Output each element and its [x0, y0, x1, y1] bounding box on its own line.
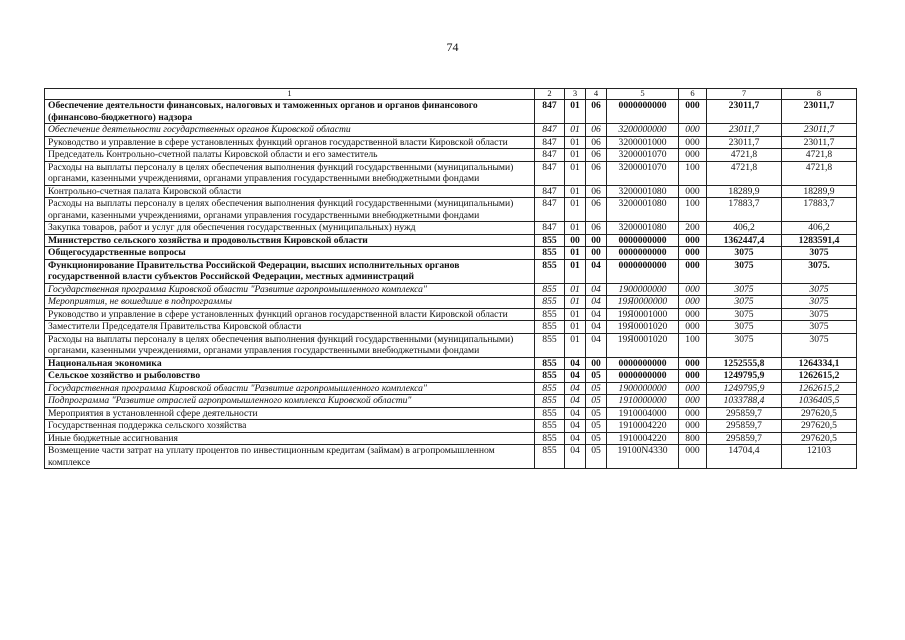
row-amount-1-cell: 1033788,4	[707, 395, 782, 408]
row-target-cell: 3200001000	[607, 136, 679, 149]
row-amount-1-cell: 295859,7	[707, 407, 782, 420]
row-target-cell: 3200001080	[607, 185, 679, 198]
row-section-cell: 01	[565, 308, 586, 321]
row-subsection-cell: 00	[586, 234, 607, 247]
row-subsection-cell: 05	[586, 420, 607, 433]
row-amount-2-cell: 297620,5	[782, 432, 857, 445]
row-section-cell: 01	[565, 222, 586, 235]
row-target-cell: 19Я0001000	[607, 308, 679, 321]
row-section-cell: 04	[565, 407, 586, 420]
row-code-cell: 855	[535, 308, 565, 321]
table-row	[45, 222, 857, 235]
row-name-cell: Государственная поддержка сельского хозяйства	[45, 420, 535, 433]
row-name-cell: Председатель Контрольно-счетной палаты Кировской области и его заместитель	[45, 149, 535, 162]
row-amount-2-cell: 18289,9	[782, 185, 857, 198]
row-amount-2-cell: 12103	[782, 445, 857, 469]
row-target-cell: 19100N4330	[607, 445, 679, 469]
row-expense-type-cell: 000	[679, 382, 707, 395]
row-amount-2-cell: 23011,7	[782, 136, 857, 149]
row-name-cell: Возмещение части затрат на уплату процентов по инвестиционным кредитам (займам) в агропромышленном комплексе	[45, 445, 535, 469]
row-subsection-cell: 05	[586, 370, 607, 383]
budget-table	[44, 88, 857, 469]
row-target-cell: 1910004220	[607, 432, 679, 445]
row-target-cell: 3200001070	[607, 161, 679, 185]
row-expense-type-cell: 000	[679, 100, 707, 124]
row-expense-type-cell: 000	[679, 136, 707, 149]
row-target-cell: 19Я0000000	[607, 296, 679, 309]
row-code-cell: 847	[535, 124, 565, 137]
row-subsection-cell: 06	[586, 149, 607, 162]
row-name-cell: Мероприятия в установленной сфере деятельности	[45, 407, 535, 420]
row-target-cell: 19Я0001020	[607, 321, 679, 334]
row-code-cell: 847	[535, 222, 565, 235]
row-code-cell: 847	[535, 198, 565, 222]
row-amount-2-cell: 3075	[782, 296, 857, 309]
row-amount-2-cell: 1262615,2	[782, 382, 857, 395]
table-header-row	[45, 89, 857, 100]
table-row	[45, 407, 857, 420]
row-subsection-cell: 04	[586, 308, 607, 321]
row-amount-1-cell: 3075	[707, 296, 782, 309]
row-target-cell: 0000000000	[607, 100, 679, 124]
table-row	[45, 308, 857, 321]
table-row	[45, 432, 857, 445]
row-subsection-cell: 00	[586, 247, 607, 260]
row-code-cell: 855	[535, 432, 565, 445]
row-name-cell: Расходы на выплаты персоналу в целях обеспечения выполнения функций государственными (муниципальными) органами, казенными учреждениями, органами управления государственными внебюджетными фондами	[45, 333, 535, 357]
row-expense-type-cell: 000	[679, 149, 707, 162]
row-target-cell: 1900000000	[607, 382, 679, 395]
row-amount-2-cell: 3075	[782, 308, 857, 321]
row-amount-1-cell: 4721,8	[707, 149, 782, 162]
row-subsection-cell: 06	[586, 124, 607, 137]
row-amount-1-cell: 3075	[707, 308, 782, 321]
row-section-cell: 01	[565, 296, 586, 309]
table-row	[45, 161, 857, 185]
row-code-cell: 847	[535, 161, 565, 185]
row-subsection-cell: 06	[586, 222, 607, 235]
row-name-cell: Подпрограмма "Развитие отраслей агропромышленного комплекса Кировской области"	[45, 395, 535, 408]
table-row	[45, 357, 857, 370]
row-subsection-cell: 05	[586, 445, 607, 469]
row-amount-1-cell: 406,2	[707, 222, 782, 235]
row-amount-1-cell: 3075	[707, 283, 782, 296]
table-row	[45, 185, 857, 198]
row-code-cell: 847	[535, 136, 565, 149]
row-section-cell: 01	[565, 124, 586, 137]
row-expense-type-cell: 100	[679, 198, 707, 222]
row-amount-2-cell: 406,2	[782, 222, 857, 235]
row-name-cell: Мероприятия, не вошедшие в подпрограммы	[45, 296, 535, 309]
table-row	[45, 149, 857, 162]
row-name-cell: Расходы на выплаты персоналу в целях обеспечения выполнения функций государственными (муниципальными) органами, казенными учреждениями, органами управления государственными внебюджетными фондами	[45, 161, 535, 185]
row-subsection-cell: 04	[586, 333, 607, 357]
row-amount-2-cell: 1283591,4	[782, 234, 857, 247]
row-expense-type-cell: 000	[679, 234, 707, 247]
row-target-cell: 19Я0001020	[607, 333, 679, 357]
row-name-cell: Расходы на выплаты персоналу в целях обеспечения выполнения функций государственными (муниципальными) органами, казенными учреждениями, органами управления государственными внебюджетными фондами	[45, 198, 535, 222]
row-subsection-cell: 06	[586, 198, 607, 222]
row-amount-2-cell: 3075.	[782, 259, 857, 283]
row-target-cell: 0000000000	[607, 259, 679, 283]
row-name-cell: Обеспечение деятельности государственных органов Кировской области	[45, 124, 535, 137]
row-target-cell: 1900000000	[607, 283, 679, 296]
row-amount-2-cell: 3075	[782, 247, 857, 260]
row-section-cell: 01	[565, 259, 586, 283]
table-row	[45, 124, 857, 137]
header-cell: 6	[679, 89, 707, 100]
row-amount-1-cell: 3075	[707, 259, 782, 283]
header-cell: 4	[586, 89, 607, 100]
row-amount-2-cell: 4721,8	[782, 149, 857, 162]
row-target-cell: 1910004220	[607, 420, 679, 433]
row-code-cell: 855	[535, 234, 565, 247]
row-subsection-cell: 04	[586, 296, 607, 309]
row-section-cell: 04	[565, 420, 586, 433]
row-section-cell: 01	[565, 321, 586, 334]
row-name-cell: Обеспечение деятельности финансовых, налоговых и таможенных органов и органов финансового (финансово-бюджетного) надзора	[45, 100, 535, 124]
table-row	[45, 382, 857, 395]
row-section-cell: 01	[565, 247, 586, 260]
row-expense-type-cell: 000	[679, 124, 707, 137]
row-name-cell: Закупка товаров, работ и услуг для обеспечения государственных (муниципальных) нужд	[45, 222, 535, 235]
row-code-cell: 855	[535, 296, 565, 309]
row-amount-1-cell: 17883,7	[707, 198, 782, 222]
row-expense-type-cell: 000	[679, 395, 707, 408]
row-name-cell: Национальная экономика	[45, 357, 535, 370]
table-row	[45, 445, 857, 469]
row-expense-type-cell: 000	[679, 321, 707, 334]
row-section-cell: 01	[565, 161, 586, 185]
row-code-cell: 855	[535, 357, 565, 370]
row-code-cell: 855	[535, 395, 565, 408]
row-code-cell: 855	[535, 407, 565, 420]
row-code-cell: 847	[535, 149, 565, 162]
table-body	[45, 89, 857, 469]
row-section-cell: 01	[565, 136, 586, 149]
row-expense-type-cell: 000	[679, 296, 707, 309]
table-row	[45, 420, 857, 433]
row-code-cell: 855	[535, 370, 565, 383]
row-section-cell: 01	[565, 185, 586, 198]
row-expense-type-cell: 000	[679, 407, 707, 420]
row-code-cell: 855	[535, 247, 565, 260]
row-expense-type-cell: 000	[679, 357, 707, 370]
table-row	[45, 333, 857, 357]
row-subsection-cell: 00	[586, 357, 607, 370]
row-amount-2-cell: 3075	[782, 283, 857, 296]
row-amount-2-cell: 297620,5	[782, 420, 857, 433]
row-target-cell: 0000000000	[607, 247, 679, 260]
row-section-cell: 00	[565, 234, 586, 247]
row-code-cell: 847	[535, 100, 565, 124]
header-cell: 1	[45, 89, 535, 100]
row-expense-type-cell: 000	[679, 185, 707, 198]
row-expense-type-cell: 000	[679, 247, 707, 260]
row-expense-type-cell: 200	[679, 222, 707, 235]
row-amount-1-cell: 4721,8	[707, 161, 782, 185]
row-target-cell: 1910004000	[607, 407, 679, 420]
header-cell: 5	[607, 89, 679, 100]
row-amount-1-cell: 1249795,9	[707, 370, 782, 383]
row-name-cell: Государственная программа Кировской области "Развитие агропромышленного комплекса"	[45, 382, 535, 395]
row-amount-1-cell: 1252555,8	[707, 357, 782, 370]
table-row	[45, 321, 857, 334]
row-code-cell: 847	[535, 185, 565, 198]
row-section-cell: 04	[565, 382, 586, 395]
row-subsection-cell: 06	[586, 100, 607, 124]
row-amount-2-cell: 17883,7	[782, 198, 857, 222]
page-number: 74	[446, 40, 459, 54]
row-name-cell: Функционирование Правительства Российской Федерации, высших исполнительных органов государственной власти субъектов Российской Федерации, местных администраций	[45, 259, 535, 283]
row-target-cell: 3200001070	[607, 149, 679, 162]
row-expense-type-cell: 000	[679, 283, 707, 296]
row-subsection-cell: 06	[586, 185, 607, 198]
row-section-cell: 04	[565, 432, 586, 445]
row-code-cell: 855	[535, 283, 565, 296]
row-amount-1-cell: 295859,7	[707, 420, 782, 433]
row-amount-1-cell: 23011,7	[707, 124, 782, 137]
table-row	[45, 296, 857, 309]
row-name-cell: Руководство и управление в сфере установленных функций органов государственной власти Кировской области	[45, 308, 535, 321]
row-subsection-cell: 04	[586, 283, 607, 296]
row-target-cell: 3200001080	[607, 198, 679, 222]
row-subsection-cell: 05	[586, 432, 607, 445]
row-expense-type-cell: 000	[679, 445, 707, 469]
row-amount-1-cell: 3075	[707, 321, 782, 334]
row-section-cell: 04	[565, 395, 586, 408]
row-code-cell: 855	[535, 382, 565, 395]
table-row	[45, 100, 857, 124]
row-subsection-cell: 06	[586, 161, 607, 185]
row-name-cell: Контрольно-счетная палата Кировской области	[45, 185, 535, 198]
row-section-cell: 04	[565, 445, 586, 469]
table-row	[45, 259, 857, 283]
row-section-cell: 01	[565, 283, 586, 296]
row-amount-1-cell: 23011,7	[707, 100, 782, 124]
row-amount-1-cell: 1249795,9	[707, 382, 782, 395]
row-amount-2-cell: 3075	[782, 333, 857, 357]
row-target-cell: 0000000000	[607, 234, 679, 247]
row-amount-2-cell: 1262615,2	[782, 370, 857, 383]
row-amount-1-cell: 23011,7	[707, 136, 782, 149]
row-amount-1-cell: 1362447,4	[707, 234, 782, 247]
table-row	[45, 198, 857, 222]
table-row	[45, 136, 857, 149]
row-amount-2-cell: 23011,7	[782, 124, 857, 137]
row-name-cell: Руководство и управление в сфере установленных функций органов государственной власти Кировской области	[45, 136, 535, 149]
row-amount-1-cell: 3075	[707, 333, 782, 357]
row-name-cell: Общегосударственные вопросы	[45, 247, 535, 260]
row-subsection-cell: 05	[586, 382, 607, 395]
row-amount-2-cell: 297620,5	[782, 407, 857, 420]
row-code-cell: 855	[535, 420, 565, 433]
row-amount-1-cell: 18289,9	[707, 185, 782, 198]
row-amount-2-cell: 4721,8	[782, 161, 857, 185]
table-row	[45, 283, 857, 296]
row-section-cell: 01	[565, 100, 586, 124]
row-subsection-cell: 05	[586, 407, 607, 420]
row-expense-type-cell: 000	[679, 259, 707, 283]
row-name-cell: Иные бюджетные ассигнования	[45, 432, 535, 445]
row-expense-type-cell: 800	[679, 432, 707, 445]
row-target-cell: 1910000000	[607, 395, 679, 408]
row-section-cell: 04	[565, 357, 586, 370]
row-target-cell: 3200000000	[607, 124, 679, 137]
row-expense-type-cell: 000	[679, 308, 707, 321]
row-amount-1-cell: 14704,4	[707, 445, 782, 469]
header-cell: 8	[782, 89, 857, 100]
row-name-cell: Сельское хозяйство и рыболовство	[45, 370, 535, 383]
row-name-cell: Министерство сельского хозяйства и продовольствия Кировской области	[45, 234, 535, 247]
row-section-cell: 01	[565, 149, 586, 162]
table-row	[45, 234, 857, 247]
header-cell: 2	[535, 89, 565, 100]
row-amount-2-cell: 1036405,5	[782, 395, 857, 408]
table-row	[45, 370, 857, 383]
row-subsection-cell: 04	[586, 321, 607, 334]
row-amount-2-cell: 3075	[782, 321, 857, 334]
row-code-cell: 855	[535, 321, 565, 334]
row-target-cell: 0000000000	[607, 370, 679, 383]
row-expense-type-cell: 000	[679, 420, 707, 433]
row-code-cell: 855	[535, 445, 565, 469]
row-amount-2-cell: 1264334,1	[782, 357, 857, 370]
row-target-cell: 0000000000	[607, 357, 679, 370]
row-code-cell: 855	[535, 333, 565, 357]
row-subsection-cell: 06	[586, 136, 607, 149]
row-amount-1-cell: 295859,7	[707, 432, 782, 445]
header-cell: 3	[565, 89, 586, 100]
row-amount-2-cell: 23011,7	[782, 100, 857, 124]
row-expense-type-cell: 100	[679, 161, 707, 185]
table-row	[45, 247, 857, 260]
row-expense-type-cell: 100	[679, 333, 707, 357]
table-row	[45, 395, 857, 408]
row-subsection-cell: 05	[586, 395, 607, 408]
row-code-cell: 855	[535, 259, 565, 283]
row-section-cell: 01	[565, 198, 586, 222]
row-target-cell: 3200001080	[607, 222, 679, 235]
row-section-cell: 01	[565, 333, 586, 357]
row-subsection-cell: 04	[586, 259, 607, 283]
row-expense-type-cell: 000	[679, 370, 707, 383]
row-name-cell: Государственная программа Кировской области "Развитие агропромышленного комплекса"	[45, 283, 535, 296]
row-section-cell: 04	[565, 370, 586, 383]
row-name-cell: Заместители Председателя Правительства Кировской области	[45, 321, 535, 334]
header-cell: 7	[707, 89, 782, 100]
row-amount-1-cell: 3075	[707, 247, 782, 260]
